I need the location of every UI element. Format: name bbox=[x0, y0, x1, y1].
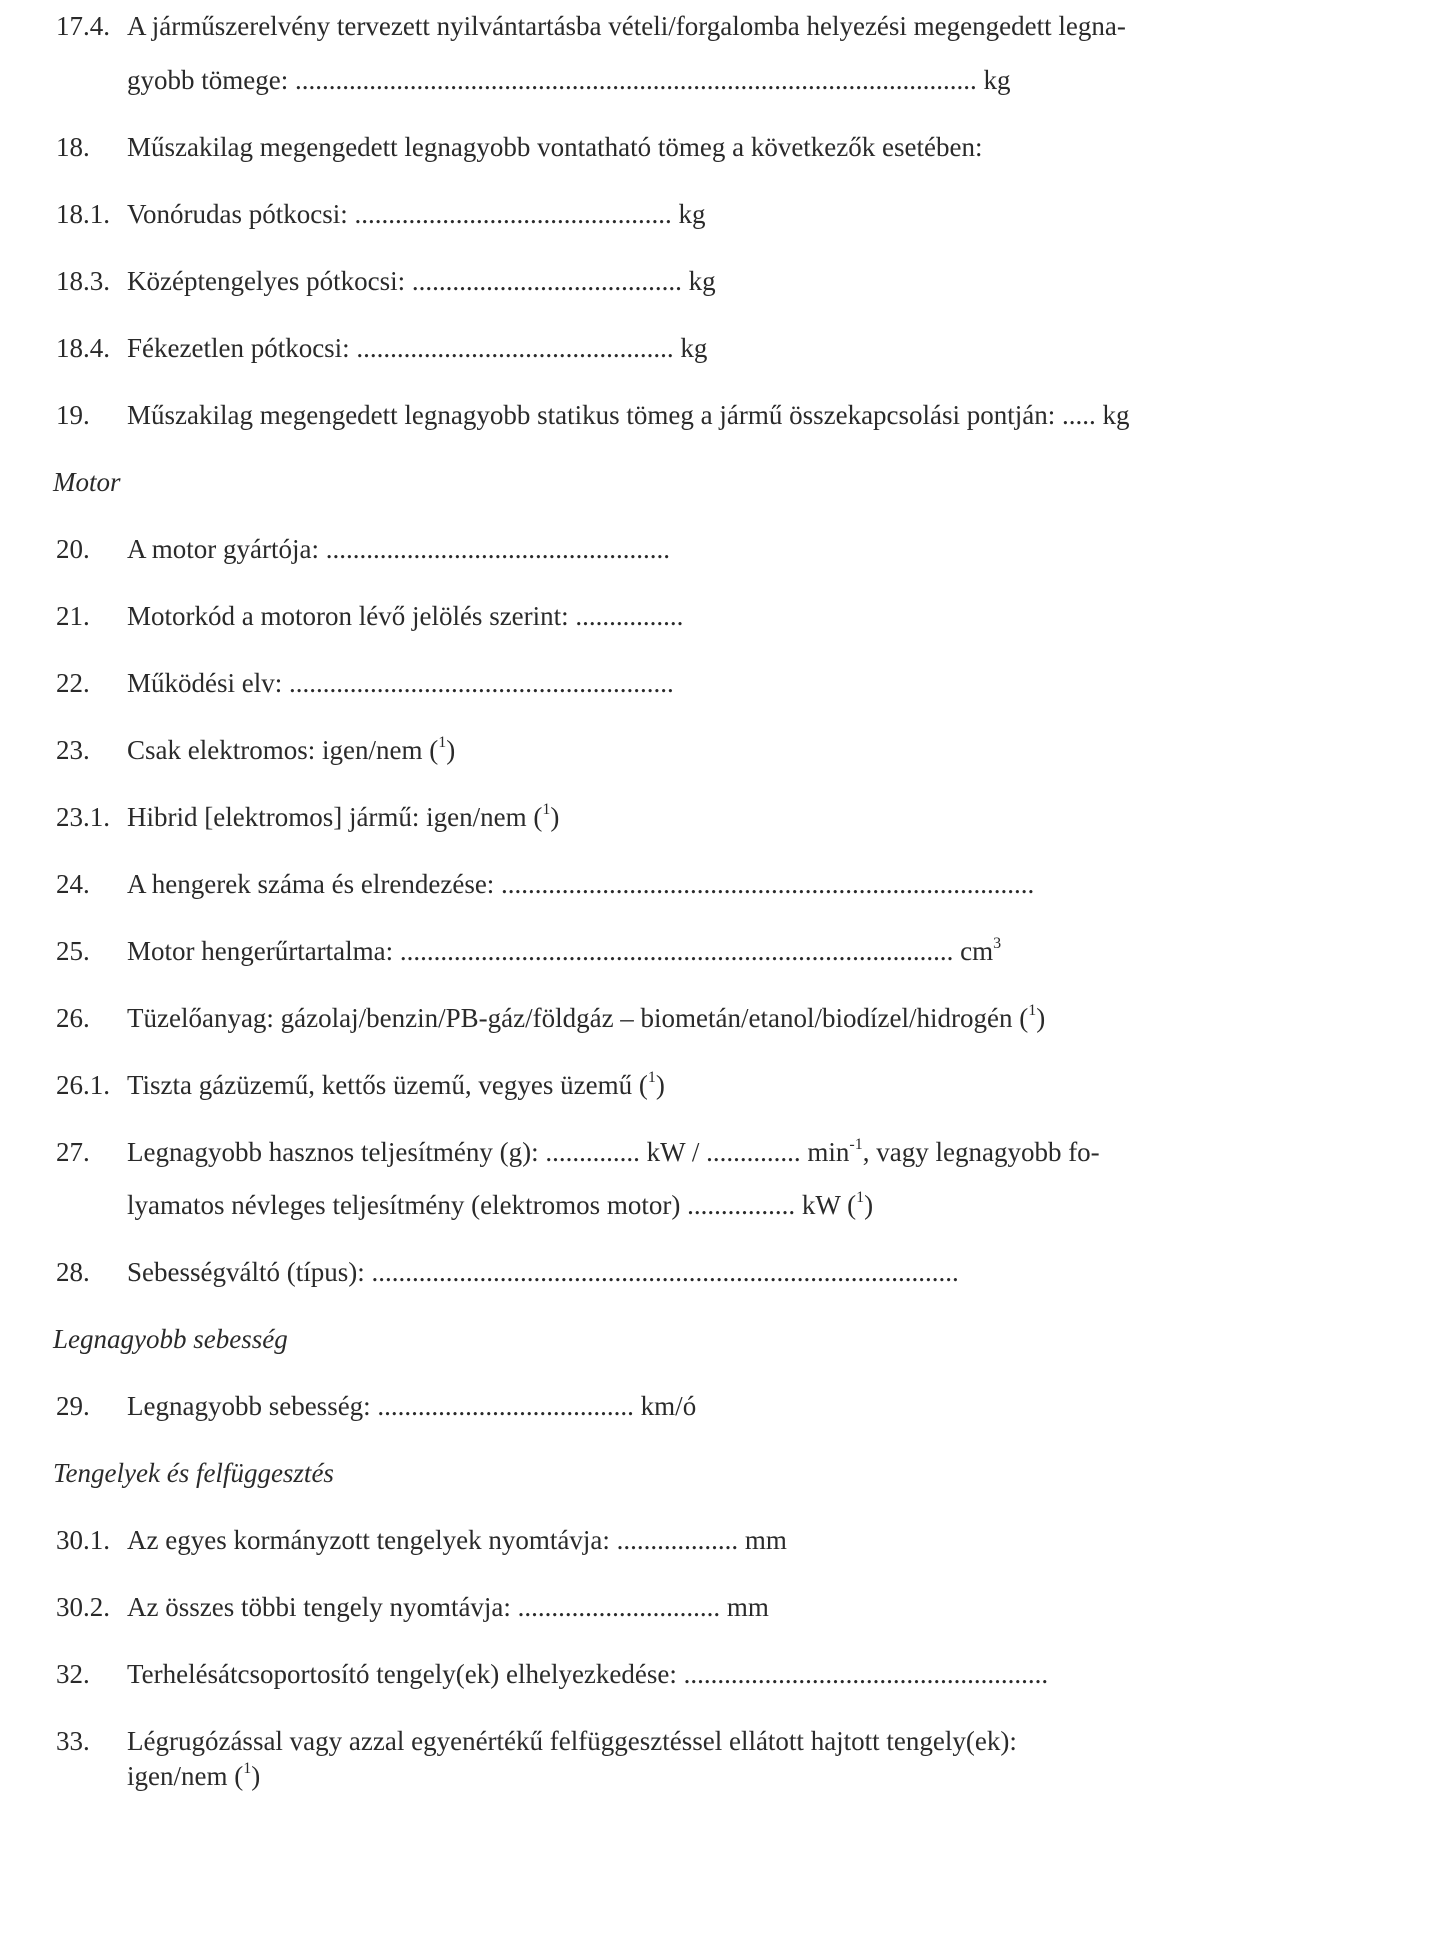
item-text-group bbox=[127, 1136, 1100, 1168]
item-17-4-continuation: gyobb tömege: ..................................................................................................... kg bbox=[127, 65, 1011, 95]
footnote-ref: 1 bbox=[542, 801, 551, 818]
item-text: Az egyes kormányzott tengelyek nyomtávja: .................. mm bbox=[127, 1525, 787, 1555]
item-text: Légrugózással vagy azzal egyenértékű felfüggesztéssel ellátott hajtott tengely(ek): bbox=[127, 1726, 1017, 1756]
footnote-ref: 1 bbox=[856, 1189, 865, 1206]
item-text: Motor hengerűrtartalma: .................................................................................. cm bbox=[127, 936, 994, 966]
item-number: 30.1. bbox=[56, 1525, 110, 1555]
footnote-ref: 1 bbox=[1028, 1002, 1037, 1019]
item-text-end: ) bbox=[550, 802, 560, 832]
item-number: 22. bbox=[56, 668, 90, 698]
item-number: 18.1. bbox=[56, 199, 110, 229]
item-text-group bbox=[127, 935, 1001, 967]
section-heading-axles: Tengelyek és felfüggesztés bbox=[53, 1458, 334, 1488]
item-text: Legnagyobb hasznos teljesítmény (g): .............. kW / .............. min bbox=[127, 1137, 850, 1167]
item-text-end: ) bbox=[251, 1761, 261, 1791]
section-heading-max-speed: Legnagyobb sebesség bbox=[53, 1324, 288, 1354]
item-number: 25. bbox=[56, 936, 90, 966]
item-number: 27. bbox=[56, 1137, 90, 1167]
footnote-ref: 1 bbox=[243, 1760, 252, 1777]
item-text: Vonórudas pótkocsi: ............................................... kg bbox=[127, 199, 706, 229]
item-text: Legnagyobb sebesség: ...................................... km/ó bbox=[127, 1391, 697, 1421]
item-number: 24. bbox=[56, 869, 90, 899]
item-text: A motor gyártója: ................................................... bbox=[127, 534, 670, 564]
item-text-end: ) bbox=[1036, 1003, 1046, 1033]
item-number: 28. bbox=[56, 1257, 90, 1287]
item-number: 19. bbox=[56, 400, 90, 430]
item-27-continuation bbox=[127, 1189, 873, 1221]
item-text: Motorkód a motoron lévő jelölés szerint: ................ bbox=[127, 601, 684, 631]
item-text: lyamatos névleges teljesítmény (elektromos motor) ................ kW ( bbox=[127, 1190, 857, 1220]
item-text-end: , vagy legnagyobb fo- bbox=[862, 1137, 1100, 1167]
item-text-group bbox=[127, 1002, 1045, 1034]
item-number: 26.1. bbox=[56, 1070, 110, 1100]
item-number: 18.4. bbox=[56, 333, 110, 363]
item-text-group bbox=[127, 801, 559, 833]
item-text: Sebességváltó (típus): ....................................................................................... bbox=[127, 1257, 959, 1287]
item-text: Műszakilag megengedett legnagyobb statikus tömeg a jármű összekapcsolási pontján: ..... kg bbox=[127, 400, 1130, 430]
item-33-continuation bbox=[127, 1760, 260, 1792]
item-number: 33. bbox=[56, 1726, 90, 1756]
item-text: Műszakilag megengedett legnagyobb vontatható tömeg a következők esetében: bbox=[127, 132, 983, 162]
item-text-end: ) bbox=[655, 1070, 665, 1100]
item-number: 23.1. bbox=[56, 802, 110, 832]
item-number: 26. bbox=[56, 1003, 90, 1033]
footnote-ref: 1 bbox=[647, 1069, 656, 1086]
footnote-ref: 1 bbox=[438, 734, 447, 751]
item-text: A járműszerelvény tervezett nyilvántartásba vételi/forgalomba helyezési megengedett legna- bbox=[127, 11, 1126, 41]
item-text-end: ) bbox=[446, 735, 456, 765]
item-text: Csak elektromos: igen/nem ( bbox=[127, 735, 439, 765]
item-text: Terhelésátcsoportosító tengely(ek) elhelyezkedése: ...................................................... bbox=[127, 1659, 1049, 1689]
item-number: 30.2. bbox=[56, 1592, 110, 1622]
item-number: 17.4. bbox=[56, 11, 110, 41]
item-number: 23. bbox=[56, 735, 90, 765]
item-text: igen/nem ( bbox=[127, 1761, 244, 1791]
item-number: 29. bbox=[56, 1391, 90, 1421]
item-text: Az összes többi tengely nyomtávja: .............................. mm bbox=[127, 1592, 769, 1622]
item-text: Működési elv: ......................................................... bbox=[127, 668, 674, 698]
item-text: Hibrid [elektromos] jármű: igen/nem ( bbox=[127, 802, 543, 832]
item-text: Középtengelyes pótkocsi: ........................................ kg bbox=[127, 266, 716, 296]
item-number: 32. bbox=[56, 1659, 90, 1689]
item-number: 20. bbox=[56, 534, 90, 564]
item-number: 21. bbox=[56, 601, 90, 631]
item-text: A hengerek száma és elrendezése: ............................................................................... bbox=[127, 869, 1035, 899]
unit-exponent: -1 bbox=[849, 1136, 863, 1153]
item-text-end: ) bbox=[864, 1190, 874, 1220]
unit-exponent: 3 bbox=[993, 935, 1002, 952]
item-text: Tiszta gázüzemű, kettős üzemű, vegyes üzemű ( bbox=[127, 1070, 648, 1100]
section-heading-motor: Motor bbox=[53, 467, 121, 497]
item-number: 18. bbox=[56, 132, 90, 162]
item-text: Fékezetlen pótkocsi: ............................................... kg bbox=[127, 333, 708, 363]
item-text: Tüzelőanyag: gázolaj/benzin/PB-gáz/földgáz – biometán/etanol/biodízel/hidrogén ( bbox=[127, 1003, 1029, 1033]
item-number: 18.3. bbox=[56, 266, 110, 296]
item-text-group bbox=[127, 1069, 665, 1101]
item-text-group bbox=[127, 734, 455, 766]
